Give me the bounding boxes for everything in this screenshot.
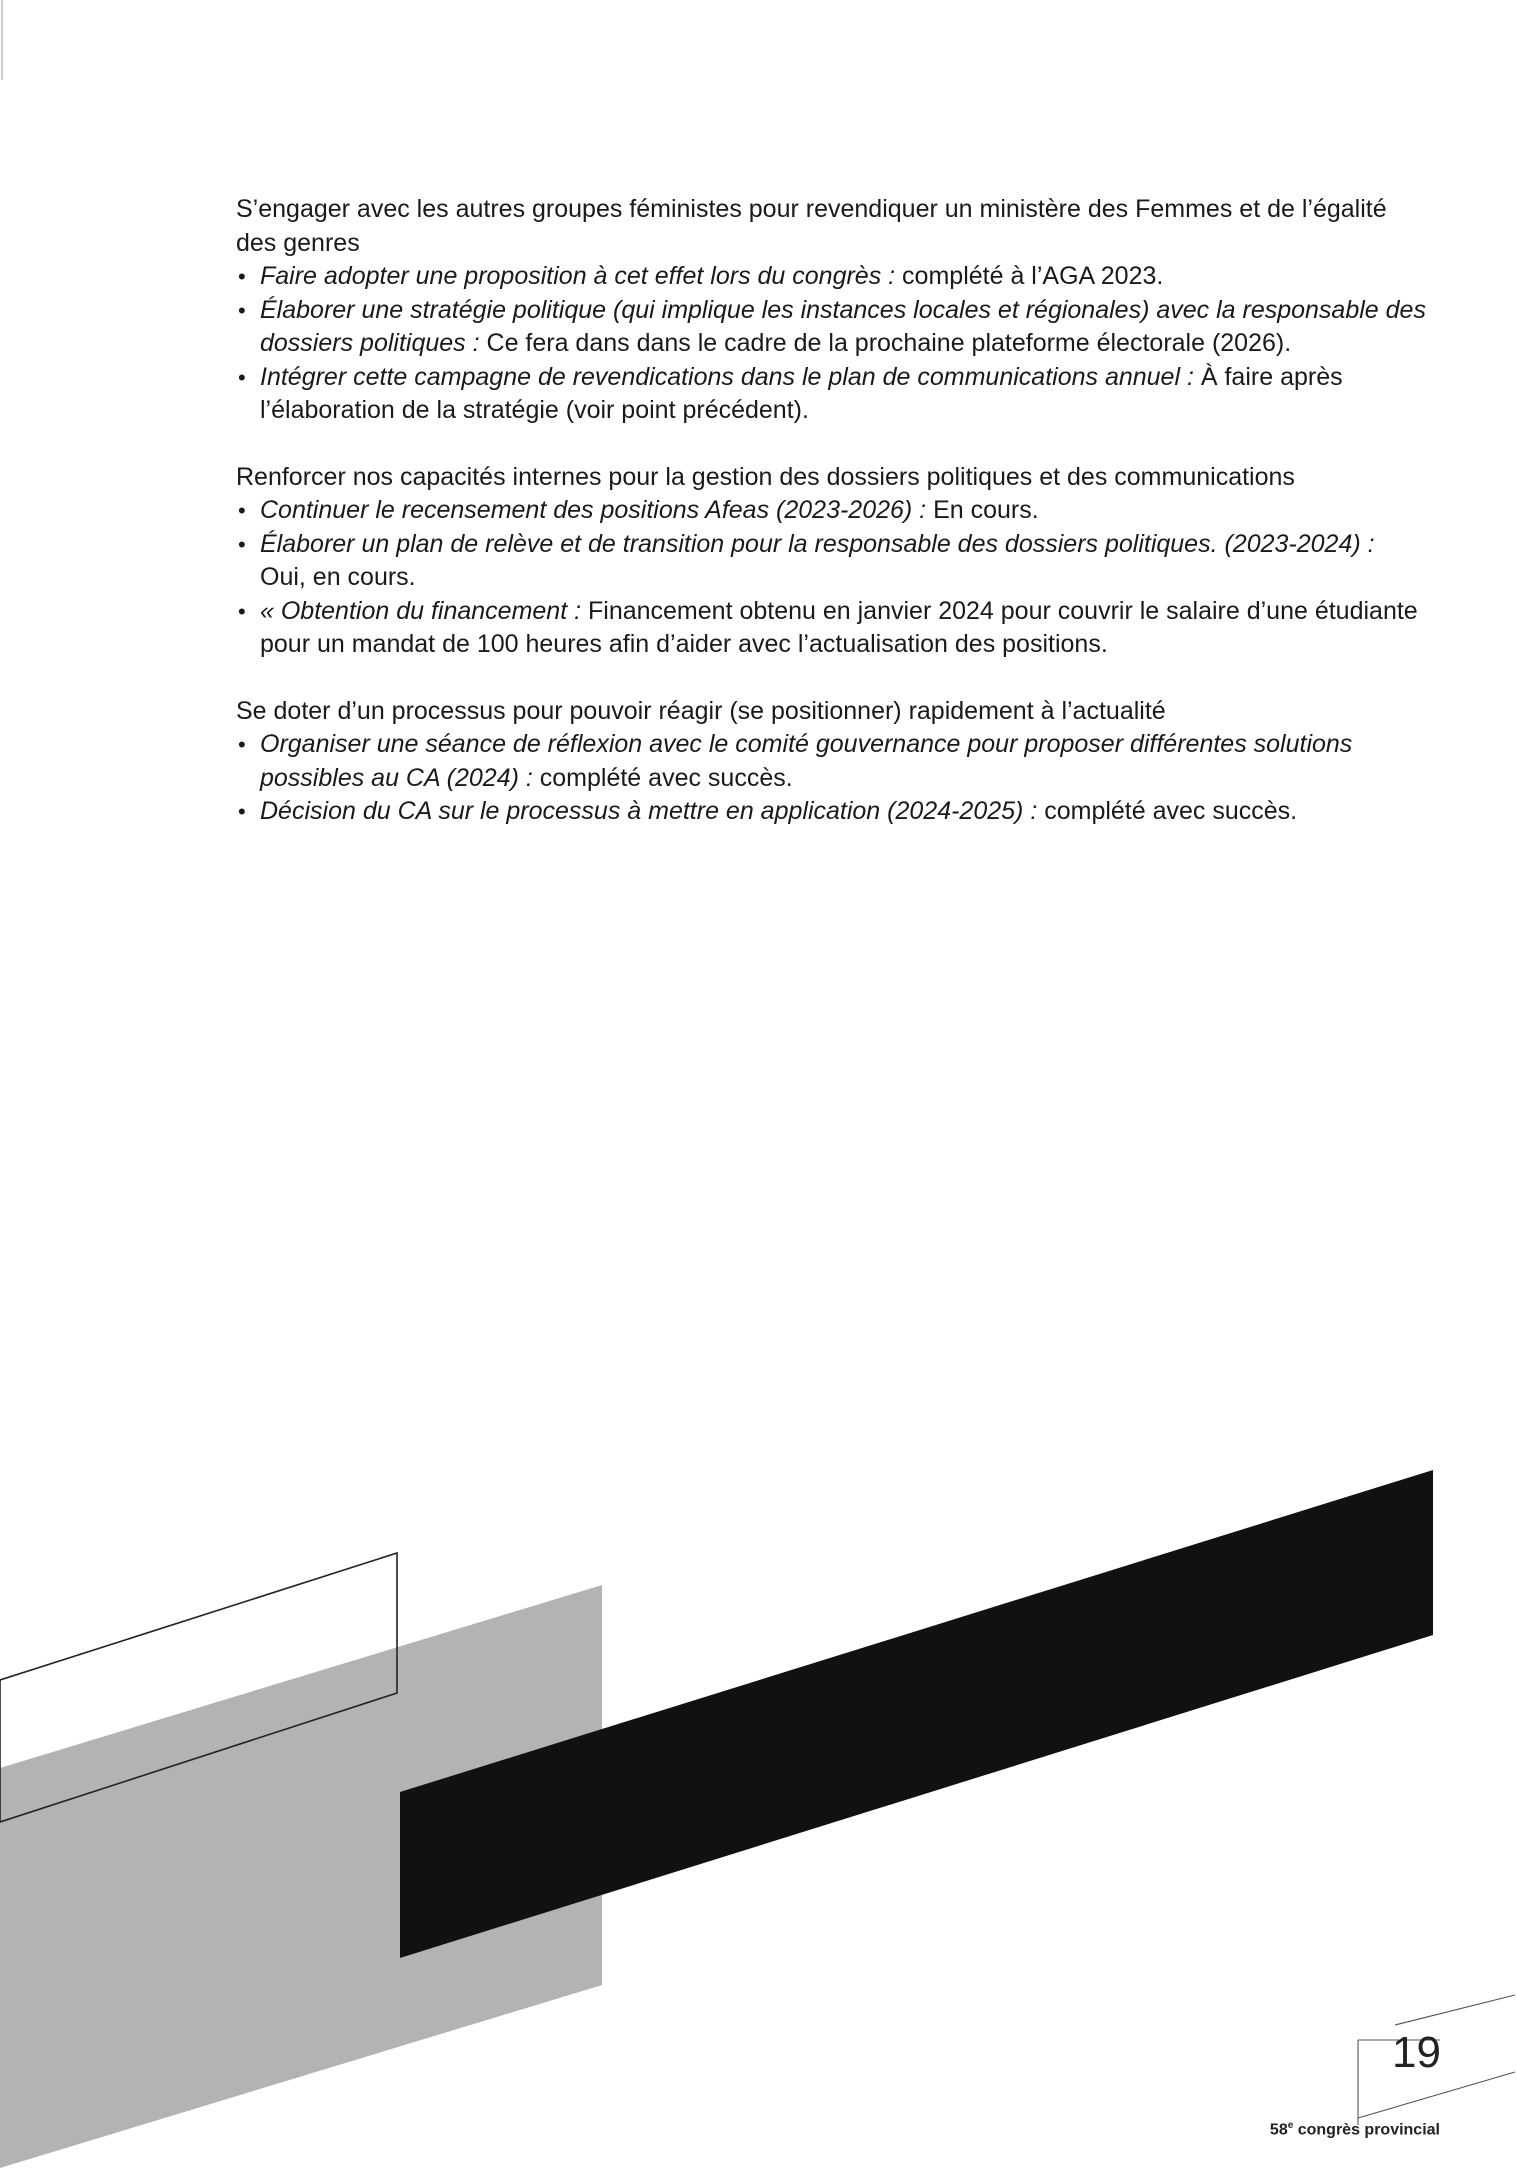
footer-number: 58: [1269, 2121, 1288, 2139]
item-action: Faire adopter une proposition à cet effet lors du congrès :: [260, 262, 896, 290]
item-action: « Obtention du financement :: [260, 596, 582, 625]
section-1: [236, 193, 1426, 428]
list-item: [236, 595, 1426, 662]
section-3: [236, 695, 1426, 829]
list-item: [236, 728, 1426, 795]
item-action: Élaborer un plan de relève et de transition pour la responsable des dossiers politiques. (2023-2024) :: [260, 529, 1375, 558]
item-status: Oui, en cours.: [260, 563, 416, 591]
item-action: Élaborer une stratégie politique (qui implique les instances locales et régionales) avec la responsable des dossiers politiques :: [260, 295, 1426, 357]
section-heading: Se doter d’un processus pour pouvoir réagir (se positionner) rapidement à l’actualité: [236, 696, 1166, 725]
item-status: Ce fera dans dans le cadre de la prochaine plateforme électorale (2026).: [479, 329, 1292, 357]
item-status: En cours.: [926, 496, 1039, 524]
page-number: 19: [1392, 2028, 1441, 2077]
list-item: [236, 294, 1426, 361]
item-status: complété à l’AGA 2023.: [895, 262, 1164, 290]
bullet-list: [236, 494, 1426, 662]
section-2: [236, 461, 1426, 662]
list-item: [236, 361, 1426, 428]
item-status: complété avec succès.: [532, 763, 793, 792]
item-status: complété avec succès.: [1037, 797, 1298, 825]
footer-label: [1250, 2120, 1440, 2139]
item-action: Continuer le recensement des positions Afeas (2023-2026) :: [260, 496, 927, 524]
section-heading: S’engager avec les autres groupes féministes pour revendiquer un ministère des Femmes et de l’égalité des genres: [236, 195, 1387, 257]
section-heading: Renforcer nos capacités internes pour la gestion des dossiers politiques et des communications: [236, 462, 1295, 491]
bullet-list: [236, 728, 1426, 829]
item-action: Décision du CA sur le processus à mettre en application (2024-2025) :: [260, 797, 1038, 825]
footer-text: congrès provincial: [1293, 2121, 1440, 2139]
item-action: Organiser une séance de réflexion avec le comité gouvernance pour proposer différentes solutions possibles au CA (2024) :: [260, 730, 1353, 792]
item-action: Intégrer cette campagne de revendications dans le plan de communications annuel :: [260, 362, 1194, 391]
list-item: [236, 494, 1426, 528]
bullet-list: [236, 260, 1426, 428]
list-item: [236, 528, 1426, 595]
document-body: [236, 193, 1426, 862]
list-item: [236, 795, 1426, 829]
item-status: À faire après l’élaboration de la stratégie (voir point précédent).: [260, 362, 1343, 424]
item-status: Financement obtenu en janvier 2024 pour couvrir le salaire d’une étudiante pour un mandat de 100 heures afin d’aider avec l’actualisation des positions.: [260, 596, 1418, 658]
footer-ordinal: e: [1287, 2120, 1294, 2131]
list-item: [236, 260, 1426, 294]
